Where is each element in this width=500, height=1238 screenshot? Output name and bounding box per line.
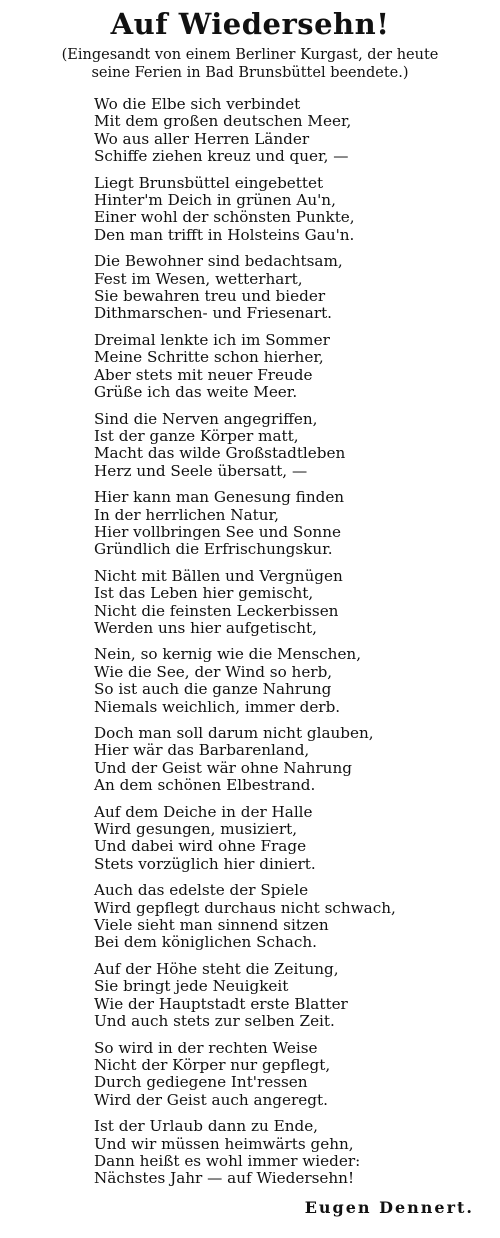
poem-line: Ist das Leben hier gemischt, xyxy=(94,584,314,603)
poem-line: Wird gepflegt durchaus nicht schwach, xyxy=(94,898,396,917)
poem-line: Fest im Wesen, wetterhart, xyxy=(94,269,303,288)
stanza xyxy=(94,253,484,323)
poem-body xyxy=(94,96,484,1188)
poem-line: Auf dem Deiche in der Halle xyxy=(94,802,313,821)
poem-line: Den man trifft in Holsteins Gau'n. xyxy=(94,225,355,244)
poem-line: Hier wär das Barbarenland, xyxy=(94,741,310,760)
poem-line: Und der Geist wär ohne Nahrung xyxy=(94,758,352,777)
poem-line: Hier kann man Genesung finden xyxy=(94,488,345,507)
stanza xyxy=(94,1040,484,1110)
poem-line: Wird gesungen, musiziert, xyxy=(94,820,298,839)
poem-line: Auf der Höhe steht die Zeitung, xyxy=(94,959,339,978)
poem-line: Dann heißt es wohl immer wieder: xyxy=(94,1151,361,1170)
poem-line: So wird in der rechten Weise xyxy=(94,1038,318,1057)
poem-line: So ist auch die ganze Nahrung xyxy=(94,680,332,699)
stanza xyxy=(94,961,484,1031)
intro-line: (Eingesandt von einem Berliner Kurgast, der heute xyxy=(61,47,439,63)
poem-line: Nein, so kernig wie die Menschen, xyxy=(94,645,362,664)
poem-line: Dreimal lenkte ich im Sommer xyxy=(94,330,330,349)
poem-line: Einer wohl der schönsten Punkte, xyxy=(94,208,355,227)
poem-line: Liegt Brunsbüttel eingebettet xyxy=(94,173,324,192)
poem-line: Mit dem großen deutschen Meer, xyxy=(94,112,352,131)
intro-line: seine Ferien in Bad Brunsbüttel beendete.) xyxy=(91,65,409,81)
poem-line: Nicht mit Bällen und Vergnügen xyxy=(94,566,343,585)
poem-line: Meine Schritte schon hierher, xyxy=(94,348,324,367)
poem-line: Niemals weichlich, immer derb. xyxy=(94,697,341,716)
poem-line: Auch das edelste der Spiele xyxy=(94,881,309,900)
poem-line: Werden uns hier aufgetischt, xyxy=(94,618,317,637)
poem-line: Wie die See, der Wind so herb, xyxy=(94,662,333,681)
stanza xyxy=(94,411,484,481)
poem-line: Und auch stets zur selben Zeit. xyxy=(94,1012,335,1031)
stanza xyxy=(94,1118,484,1188)
poem-line: An dem schönen Elbestrand. xyxy=(94,776,316,795)
poem-line: Gründlich die Erfrischungskur. xyxy=(94,540,333,559)
poem-line: Wo aus aller Herren Länder xyxy=(94,129,310,148)
poem-line: Dithmarschen- und Friesenart. xyxy=(94,304,333,323)
poem-line: Die Bewohner sind bedachtsam, xyxy=(94,252,343,271)
poem-line: Grüße ich das weite Meer. xyxy=(94,383,298,402)
poem-line: Ist der ganze Körper matt, xyxy=(94,426,299,445)
stanza xyxy=(94,175,484,245)
poem-line: Durch gediegene Int'ressen xyxy=(94,1073,308,1092)
author-signature: Eugen Dennert. xyxy=(304,1198,474,1217)
poem-line: Wird der Geist auch angeregt. xyxy=(94,1090,328,1109)
poem-line: Hier vollbringen See und Sonne xyxy=(94,522,341,541)
poem-line: Und wir müssen heimwärts gehn, xyxy=(94,1134,354,1153)
poem-line: Ist der Urlaub dann zu Ende, xyxy=(94,1117,319,1136)
poem-line: Macht das wilde Großstadtleben xyxy=(94,444,346,463)
poem-line: Und dabei wird ohne Frage xyxy=(94,837,307,856)
poem-line: Stets vorzüglich hier diniert. xyxy=(94,854,316,873)
poem-line: Viele sieht man sinnend sitzen xyxy=(94,916,329,935)
poem-line: Hinter'm Deich in grünen Au'n, xyxy=(94,191,336,210)
poem-line: Nicht die feinsten Leckerbissen xyxy=(94,601,339,620)
stanza xyxy=(94,646,484,716)
poem-line: In der herrlichen Natur, xyxy=(94,505,279,524)
poem-intro xyxy=(10,46,490,82)
stanza xyxy=(94,725,484,795)
stanza xyxy=(94,489,484,559)
poem-line: Sie bringt jede Neuigkeit xyxy=(94,977,289,996)
stanza xyxy=(94,96,484,166)
poem-line: Schiffe ziehen kreuz und quer, — xyxy=(94,147,349,166)
stanza xyxy=(94,882,484,952)
stanza xyxy=(94,332,484,402)
poem-line: Wo die Elbe sich verbindet xyxy=(94,95,301,113)
poem-line: Nächstes Jahr — auf Wiedersehn! xyxy=(94,1169,355,1188)
poem-line: Nicht der Körper nur gepflegt, xyxy=(94,1055,331,1074)
poem-line: Sie bewahren treu und bieder xyxy=(94,287,326,306)
poem-line: Sind die Nerven angegriffen, xyxy=(94,409,318,428)
poem-line: Doch man soll darum nicht glauben, xyxy=(94,724,374,742)
stanza xyxy=(94,568,484,638)
poem-line: Aber stets mit neuer Freude xyxy=(94,365,313,384)
poem-line: Bei dem königlichen Schach. xyxy=(94,933,317,952)
poem-title: Auf Wiedersehn! xyxy=(110,7,390,41)
poem-line: Wie der Hauptstadt erste Blatter xyxy=(94,994,348,1013)
stanza xyxy=(94,804,484,874)
poem-line: Herz und Seele übersatt, — xyxy=(94,461,308,480)
